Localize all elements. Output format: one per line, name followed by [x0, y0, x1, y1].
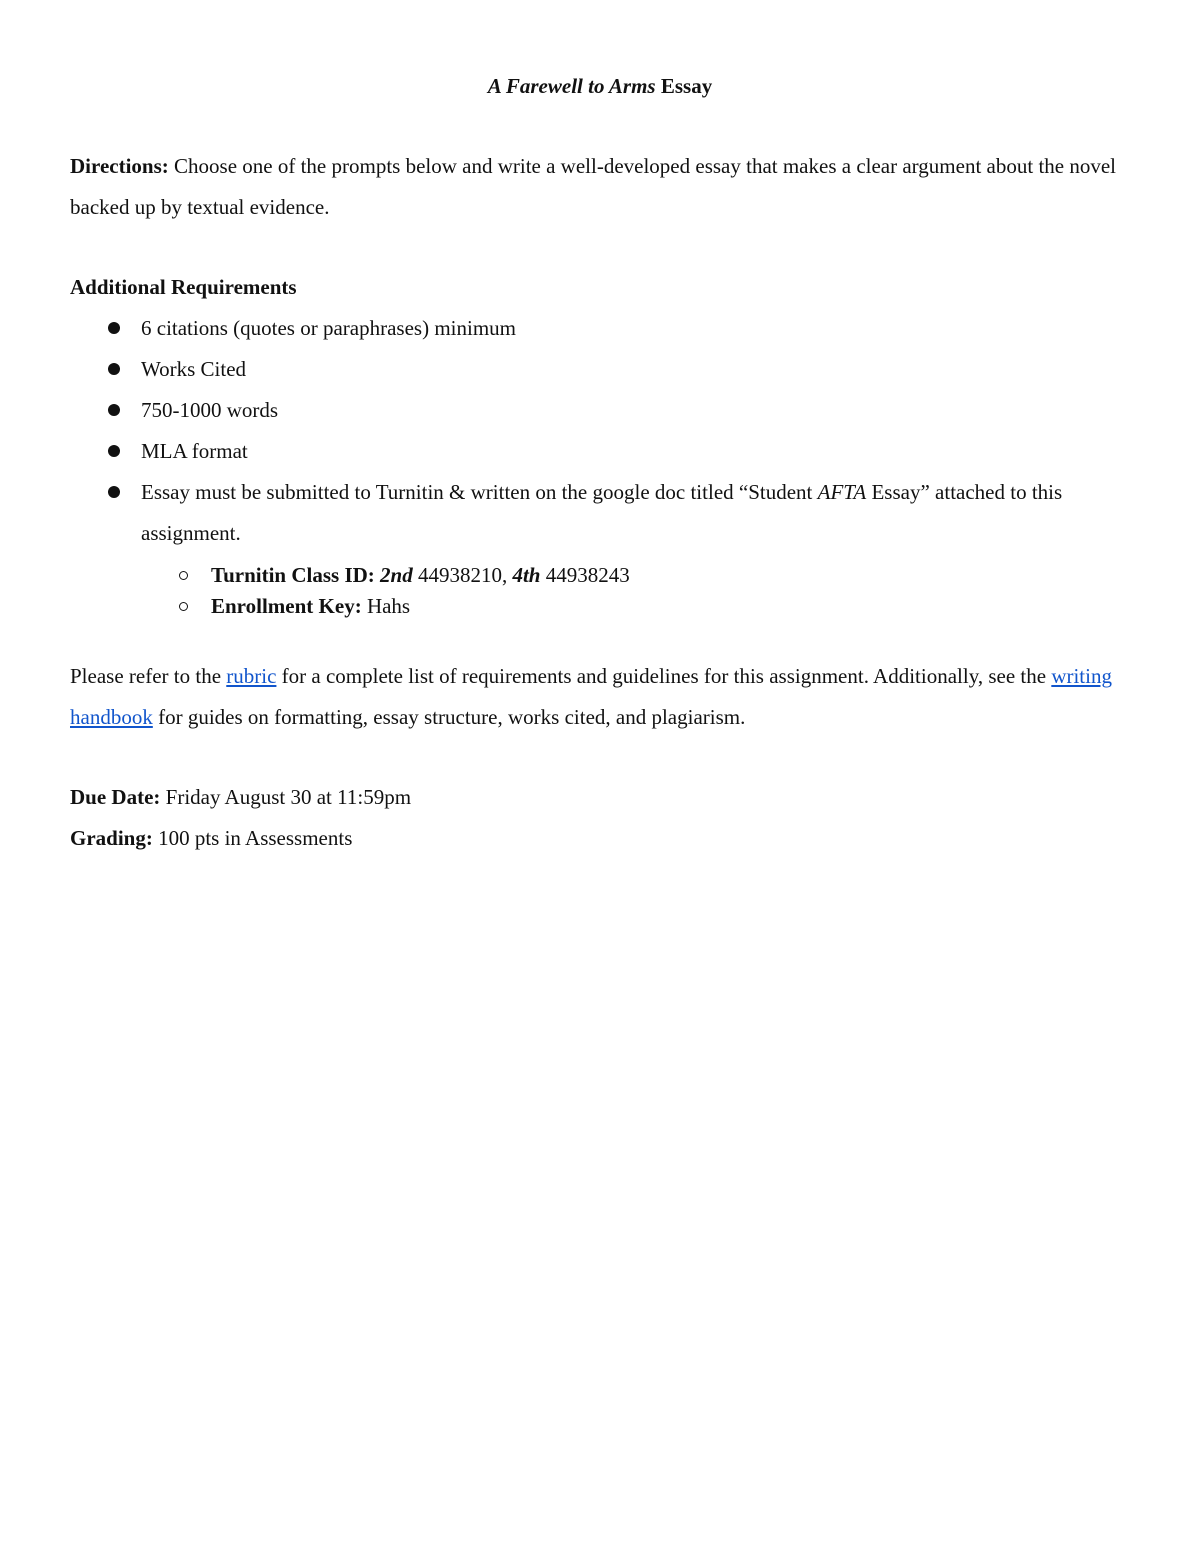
requirement-submission-after: Essay” attached to this assignment. [141, 480, 1063, 545]
due-date-label: Due Date: [70, 785, 161, 809]
list-item [141, 591, 1130, 622]
requirement-submission-before: Essay must be submitted to Turnitin & written on the google doc titled “Student [141, 480, 818, 504]
requirement-mla: MLA format [141, 439, 248, 463]
grading-line [70, 818, 1130, 859]
requirements-list [70, 308, 1130, 622]
due-date-value: Friday August 30 at 11:59pm [160, 785, 412, 809]
refer-paragraph [70, 656, 1130, 738]
period-2-id: 44938210, [412, 563, 508, 587]
rubric-link[interactable]: rubric [226, 664, 277, 688]
list-item [70, 349, 1130, 390]
bullet-icon [108, 486, 120, 498]
list-item [70, 390, 1130, 431]
refer-after: for guides on formatting, essay structure, works cited, and plagiarism. [152, 705, 746, 729]
list-item [70, 431, 1130, 472]
list-item [70, 472, 1130, 622]
turnitin-label: Turnitin Class ID: [211, 563, 375, 587]
list-item [70, 308, 1130, 349]
requirement-works-cited: Works Cited [141, 357, 247, 381]
bullet-icon [108, 363, 120, 375]
period-4-label: 4th [512, 563, 541, 587]
directions-paragraph [70, 146, 1130, 228]
title-novel-name: A Farewell to Arms [487, 74, 656, 98]
grading-label: Grading: [70, 826, 153, 850]
requirement-citations: 6 citations (quotes or paraphrases) minimum [141, 316, 516, 340]
refer-middle: for a complete list of requirements and guidelines for this assignment. Additionally, see the [276, 664, 1052, 688]
directions-label: Directions: [70, 154, 169, 178]
period-2-label: 2nd [380, 563, 413, 587]
circle-bullet-icon [179, 571, 188, 580]
bullet-icon [108, 445, 120, 457]
title-suffix: Essay [655, 74, 713, 98]
list-item [141, 560, 1130, 591]
grading-value: 100 pts in Assessments [152, 826, 353, 850]
due-date-line [70, 777, 1130, 818]
submission-sublist [141, 560, 1130, 622]
enrollment-label: Enrollment Key: [211, 594, 362, 618]
circle-bullet-icon [179, 602, 188, 611]
period-4-id: 44938243 [540, 563, 630, 587]
refer-before: Please refer to the [70, 664, 227, 688]
directions-text: Choose one of the prompts below and write a well-developed essay that makes a clear argument about the novel backed up by textual evidence. [70, 154, 1117, 219]
page-title [0, 72, 1200, 100]
enrollment-value: Hahs [361, 594, 411, 618]
requirement-word-count: 750-1000 words [141, 398, 279, 422]
bullet-icon [108, 404, 120, 416]
requirements-heading: Additional Requirements [70, 275, 297, 299]
requirement-submission-italic: AFTA [817, 480, 867, 504]
writing-handbook-link[interactable]: writing handbook [70, 664, 1112, 729]
bullet-icon [108, 322, 120, 334]
